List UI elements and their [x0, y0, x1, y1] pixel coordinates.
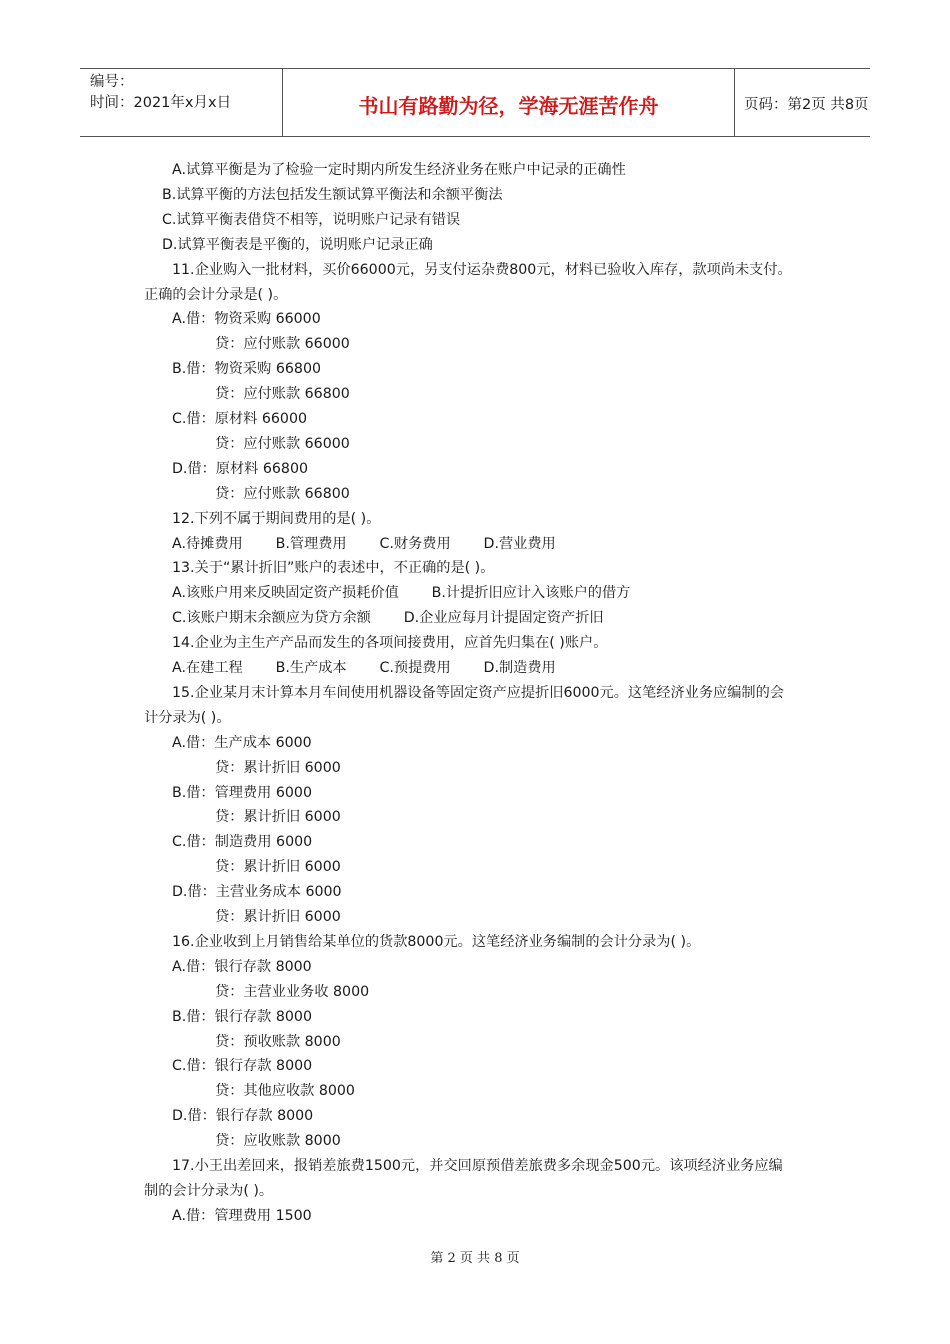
document-line: A.待摊费用 B.管理费用 C.财务费用 D.营业费用: [172, 535, 556, 552]
document-line: A.该账户用来反映固定资产损耗价值 B.计提折旧应计入该账户的借方: [172, 585, 631, 602]
document-line: C.试算平衡表借贷不相等，说明账户记录有错误: [162, 211, 461, 228]
document-line: A.借：银行存款 8000: [172, 958, 312, 975]
header-info: [80, 69, 282, 136]
document-line: 贷：应付账款 66000: [215, 336, 350, 353]
document-line: 13.关于“累计折旧”账户的表述中，不正确的是( )。: [172, 560, 495, 577]
document-line: 贷：累计折旧 6000: [215, 759, 341, 776]
document-line: B.试算平衡的方法包括发生额试算平衡法和余额平衡法: [162, 186, 503, 203]
document-line: 15.企业某月末计算本月车间使用机器设备等固定资产应提折旧6000元。这笔经济业务应编制的会: [172, 684, 784, 701]
document-line: 贷：应付账款 66800: [215, 386, 350, 403]
document-line: 贷：应收账款 8000: [215, 1133, 341, 1150]
document-line: D.借：主营业务成本 6000: [172, 884, 342, 901]
document-line: 制的会计分录为( )。: [144, 1182, 274, 1199]
header-page-info: 页码：第2页 共8页: [744, 97, 869, 113]
document-line: 11.企业购入一批材料，买价66000元，另支付运杂费800元，材料已验收入库存，款项尚未支付。: [172, 261, 792, 278]
document-line: A.在建工程 B.生产成本 C.预提费用 D.制造费用: [172, 660, 556, 676]
document-line: A.借：管理费用 1500: [172, 1207, 312, 1224]
document-date-label: 时间：2021年x月x日: [90, 95, 232, 111]
document-line: 贷：应付账款 66000: [215, 435, 350, 452]
document-line: D.借：原材料 66800: [172, 460, 309, 477]
document-line: 贷：其他应收款 8000: [215, 1083, 355, 1100]
document-line: D.借：银行存款 8000: [172, 1108, 314, 1125]
document-line: 贷：累计折旧 6000: [215, 909, 341, 925]
document-line: B.借：管理费用 6000: [172, 784, 312, 801]
document-line: 14.企业为主生产产品而发生的各项间接费用，应首先归集在( )账户。: [172, 635, 608, 652]
page-footer: 第 2 页 共 8 页: [430, 1251, 520, 1266]
document-line: 17.小王出差回来，报销差旅费1500元，并交回原预借差旅费多余现金500元。该项经济业务应编: [172, 1158, 783, 1174]
header-motto: 书山有路勤为径，学海无涯苦作舟: [282, 69, 735, 136]
document-line: B.借：银行存款 8000: [172, 1008, 312, 1025]
document-line: A.试算平衡是为了检验一定时期内所发生经济业务在账户中记录的正确性: [172, 162, 626, 178]
document-line: 贷：累计折旧 6000: [215, 809, 341, 826]
document-number-label: 编号：: [90, 74, 134, 90]
page-header: [80, 68, 870, 137]
document-line: C.借：制造费用 6000: [172, 834, 313, 851]
document-line: A.借：物资采购 66000: [172, 311, 321, 328]
document-line: D.试算平衡表是平衡的，说明账户记录正确: [162, 236, 433, 253]
document-line: 贷：累计折旧 6000: [215, 859, 341, 876]
document-line: 贷：预收账款 8000: [215, 1033, 341, 1050]
document-line: C.该账户期末余额应为贷方余额 D.企业应每月计提固定资产折旧: [172, 610, 604, 627]
document-line: A.借：生产成本 6000: [172, 734, 312, 751]
document-line: 贷：应付账款 66800: [215, 485, 350, 502]
document-line: 计分录为( )。: [144, 709, 231, 726]
document-line: C.借：原材料 66000: [172, 411, 307, 427]
document-line: 贷：主营业业务收 8000: [215, 983, 370, 1000]
document-line: C.借：银行存款 8000: [172, 1058, 313, 1075]
document-line: 12.下列不属于期间费用的是( )。: [172, 510, 381, 527]
document-line: B.借：物资采购 66800: [172, 361, 322, 378]
document-line: 16.企业收到上月销售给某单位的货款8000元。这笔经济业务编制的会计分录为( )。: [172, 933, 701, 950]
document-line: 正确的会计分录是( )。: [144, 286, 288, 303]
